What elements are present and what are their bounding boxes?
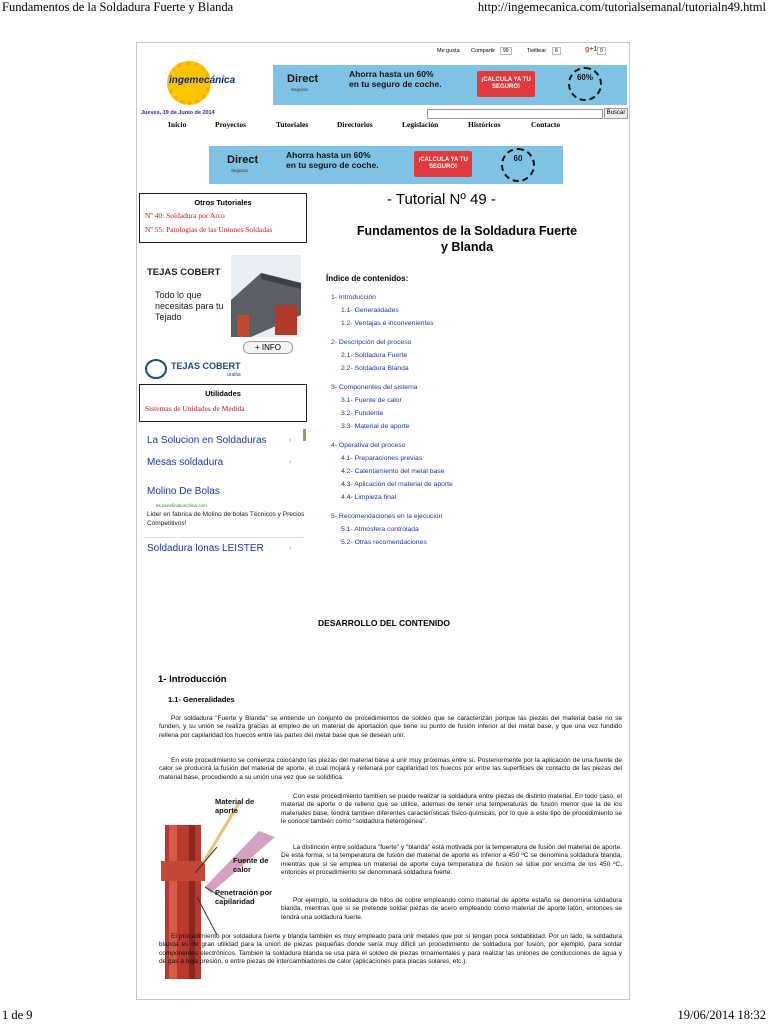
toc-item[interactable]: 2- Descripción del proceso	[331, 339, 412, 346]
ad-tejas-text: Todo lo que necesitas para tu Tejado	[155, 290, 224, 322]
gplus-count: 0	[597, 47, 606, 55]
nav-contacto[interactable]: Contacto	[531, 120, 561, 129]
utilities-box	[139, 384, 307, 422]
print-datetime: 19/06/2014 18:32	[677, 1008, 766, 1022]
heading-introduccion: 1- Introducción	[158, 674, 227, 685]
search-button[interactable]: Buscar	[604, 108, 628, 119]
section-title: DESARROLLO DEL CONTENIDO	[317, 618, 451, 628]
toc-item[interactable]: 4- Operativa del proceso	[331, 442, 406, 449]
main-nav	[137, 120, 630, 132]
banner-promo-2: en tu seguro de coche.	[349, 79, 442, 89]
toc-item[interactable]: 5.1- Atmósfera controlada	[341, 526, 419, 533]
banner2-badge: 60	[501, 148, 535, 182]
ad-tejas-logo: TEJAS COBERT	[171, 361, 241, 371]
toc-item[interactable]: 2.1- Soldadura Fuerte	[341, 352, 408, 359]
paragraph-1: Por soldadura "Fuerte y Blanda" se entiende un conjunto de procedimientos de soldeo que se caracterizan porque las piezas del material base no se funden, y su unión se realiza gracias al empleo de un material de aportación que tiene su punto de fusión inferior al del metal base, y que una vez fundido rellena por capilaridad los huecos entre las partes del metal base que se desean unir.	[159, 715, 622, 739]
arrow-icon: ›	[289, 545, 292, 552]
second-banner-ad[interactable]	[209, 146, 563, 184]
toc-item[interactable]: 1- Introducción	[331, 294, 376, 301]
nav-inicio[interactable]: Inicio	[168, 120, 187, 129]
banner2-brand-sub: Seguros	[231, 168, 248, 173]
banner-brand: Direct	[287, 73, 319, 85]
nav-directorios[interactable]: Directorios	[337, 120, 373, 129]
utilities-title: Utilidades	[205, 389, 241, 398]
paragraph-3: Con este procedimiento tambien se puede realizar la soldadura entre piezas de distinto material. En todo caso, el material de aporte o de relleno que se utilice, ademas de tener una temperaturas de fusión menor que la de los materiales base, tendrá tambien diferentes características físico-químicas, por lo que a este tipo de procedimiento se le conoce también como "soldadura heterogénea".	[281, 793, 622, 826]
link-ad-soldaduras[interactable]: La Solucion en Soldaduras	[147, 435, 267, 446]
banner-brand-sub: Seguros	[291, 87, 308, 92]
social-bar	[437, 47, 627, 59]
divider	[143, 537, 303, 538]
link-ad-molino-url[interactable]: es.beneficationchina.com	[156, 503, 207, 508]
banner2-brand: Direct	[227, 154, 259, 166]
page-frame	[136, 42, 630, 1000]
figure-label-fuente: Fuente de calor	[233, 856, 269, 874]
link-ad-molino[interactable]: Molino De Bolas	[147, 486, 220, 497]
arrow-icon: ›	[289, 459, 292, 466]
share-button[interactable]: Compartir	[471, 48, 496, 54]
other-tutorials-title: Otros Tutoriales	[194, 198, 252, 207]
current-date: Jueves, 19 de Junio de 2014	[141, 110, 215, 116]
tutorial-link-55[interactable]: Nº 55: Patologías de las Uniones Soldadas	[145, 225, 273, 234]
banner2-cta-button[interactable]: ¡CALCULA YA TU SEGURO!	[414, 151, 472, 177]
link-ad-mesas[interactable]: Mesas soldadura	[147, 457, 224, 468]
tutorial-number: - Tutorial Nº 49 -	[387, 191, 496, 208]
banner-badge: 60%	[568, 67, 602, 101]
ad-tejas-info-button[interactable]: + INFO	[243, 341, 293, 354]
page-number: 1 de 9	[2, 1008, 33, 1022]
paragraph-4: La distinción entre soldadura "fuerte" y "blanda" está motivada por la temperatura de fusión del material de aporte. De esta forma, si la temperatura de fusión del material de aporte es inferior a 450 ºC se denomina soldadura blanda, mientras que si se emplea un material de aporte cuya temperatura de fusión se sitúe por encima de los 450 ºC, entonces el procedimiento se denominará soldadura fuerte.	[281, 844, 623, 877]
share-count: 99	[500, 47, 512, 55]
toc-item[interactable]: 5.2- Otras recomendaciones	[341, 539, 427, 546]
banner-promo-1: Ahorra hasta un 60%	[349, 69, 434, 79]
ad-tejas-logo-sub: uralita	[227, 372, 241, 378]
adchoices-marker	[303, 429, 306, 441]
tweet-button[interactable]: Twittear	[527, 48, 547, 54]
toc-item[interactable]: 4.2- Calentamiento del metal base	[341, 468, 445, 475]
cobert-logo-icon	[145, 359, 167, 379]
print-header	[0, 0, 768, 18]
print-footer	[0, 1008, 768, 1024]
top-banner-ad[interactable]	[273, 65, 627, 105]
nav-proyectos[interactable]: Proyectos	[215, 120, 247, 129]
banner2-promo-1: Ahorra hasta un 60%	[286, 150, 371, 160]
paragraph-5: Por ejemplo, la soldadura de hilos de cobre empleando como material de aporte estaño se denomina soldadura blanda, mientras que si se pretende soldar piezas de acero empleando como material de aporte latón, entonces se tendrá una soldadura fuerte.	[281, 897, 622, 921]
print-page-title: Fundamentos de la Soldadura Fuerte y Blanda	[2, 0, 234, 14]
banner-cta-button[interactable]: ¡CALCULA YA TU SEGURO!	[477, 71, 535, 97]
toc-item[interactable]: 2.2- Soldadura Blanda	[341, 365, 409, 372]
tejas-cobert-ad[interactable]	[143, 253, 305, 383]
paragraph-2: En este procedimiento se comienza colocando las piezas del material base a unir muy próximas entre sí. Posteriormente por la aplicación de una fuente de calor se producirá la fusión del material de aporte, el cual mojará y rellenará por capilaridad los huecos por entre las superficies de contacto de las piezas del material base, procediendo a su unión una vez que se solidifica.	[159, 757, 622, 781]
site-logo[interactable]: ingemecánica	[169, 75, 236, 86]
toc-item[interactable]: 4.1- Preparaciones previas	[341, 455, 423, 462]
nav-historicos[interactable]: Históricos	[468, 120, 501, 129]
other-tutorials-box	[139, 193, 307, 243]
roof-image	[231, 255, 301, 337]
print-url[interactable]: http://ingemecanica.com/tutorialsemanal/tutorialn49.html	[477, 0, 766, 14]
figure-label-material: Material de aporte	[215, 797, 255, 815]
toc-item[interactable]: 3.2- Fundente	[341, 410, 384, 417]
toc-item[interactable]: 4.4- Limpieza final	[341, 494, 397, 501]
search-input[interactable]	[427, 109, 603, 119]
toc-item[interactable]: 1.2- Ventajas e inconvenientes	[341, 320, 434, 327]
heading-generalidades: 1.1- Generalidades	[168, 695, 235, 704]
tutorial-link-40[interactable]: Nº 40: Soldadura por Arco	[145, 211, 225, 220]
toc-item[interactable]: 3- Componentes del sistema	[331, 384, 418, 391]
utility-link-units[interactable]: Sistemas de Unidades de Medida	[145, 404, 245, 413]
figure-label-penetracion: Penetración por capilaridad	[215, 888, 273, 906]
link-ad-leister[interactable]: Soldadura lonas LEISTER	[147, 543, 264, 554]
tweet-count: 6	[552, 47, 561, 55]
nav-legislacion[interactable]: Legislación	[402, 120, 439, 129]
paragraph-6: El procedimiento por soldadura fuerte y blanda también es muy empleado para unir metales que por sí tengan poca soldabilidad. Por un lado, la soldadura blanda es de gran utilidad para la unión de piezas pequeñas donde sería muy difícil un procedimiento de soldadura por fusión, por ejemplo, para soldar componentes electrónicos. También la soldadura blanda se usa para el soldeo de piezas ornamentales y para realizar las uniones de conducciones de agua y de gas a baja presión, o entre piezas de intercambiadores de calor (aplicaciones para placas solares, etc.).	[159, 933, 622, 966]
like-button[interactable]: Me gusta	[437, 48, 460, 54]
arrow-icon: ›	[289, 437, 292, 444]
toc-item[interactable]: 4.3- Aplicación del material de aporte	[341, 481, 453, 488]
toc-item[interactable]: 5- Recomendaciones en la ejecución	[331, 513, 443, 520]
link-ad-molino-desc: Lider en fabrica de Molino de bolas Técnicos y Precios Competitivos!	[147, 511, 305, 527]
page-title: Fundamentos de la Soldadura Fuerte y Blanda	[356, 224, 578, 254]
toc-heading: Índice de contenidos:	[326, 274, 409, 283]
toc-item[interactable]: 1.1- Generalidades	[341, 307, 399, 314]
nav-tutoriales[interactable]: Tutoriales	[276, 120, 309, 129]
toc-item[interactable]: 3.3- Material de aporte	[341, 423, 410, 430]
gplus-button[interactable]: g+1	[585, 46, 598, 53]
toc-item[interactable]: 3.1- Fuente de calor	[341, 397, 402, 404]
ad-tejas-title: TEJAS COBERT	[147, 267, 221, 278]
banner2-promo-2: en tu seguro de coche.	[286, 160, 379, 170]
